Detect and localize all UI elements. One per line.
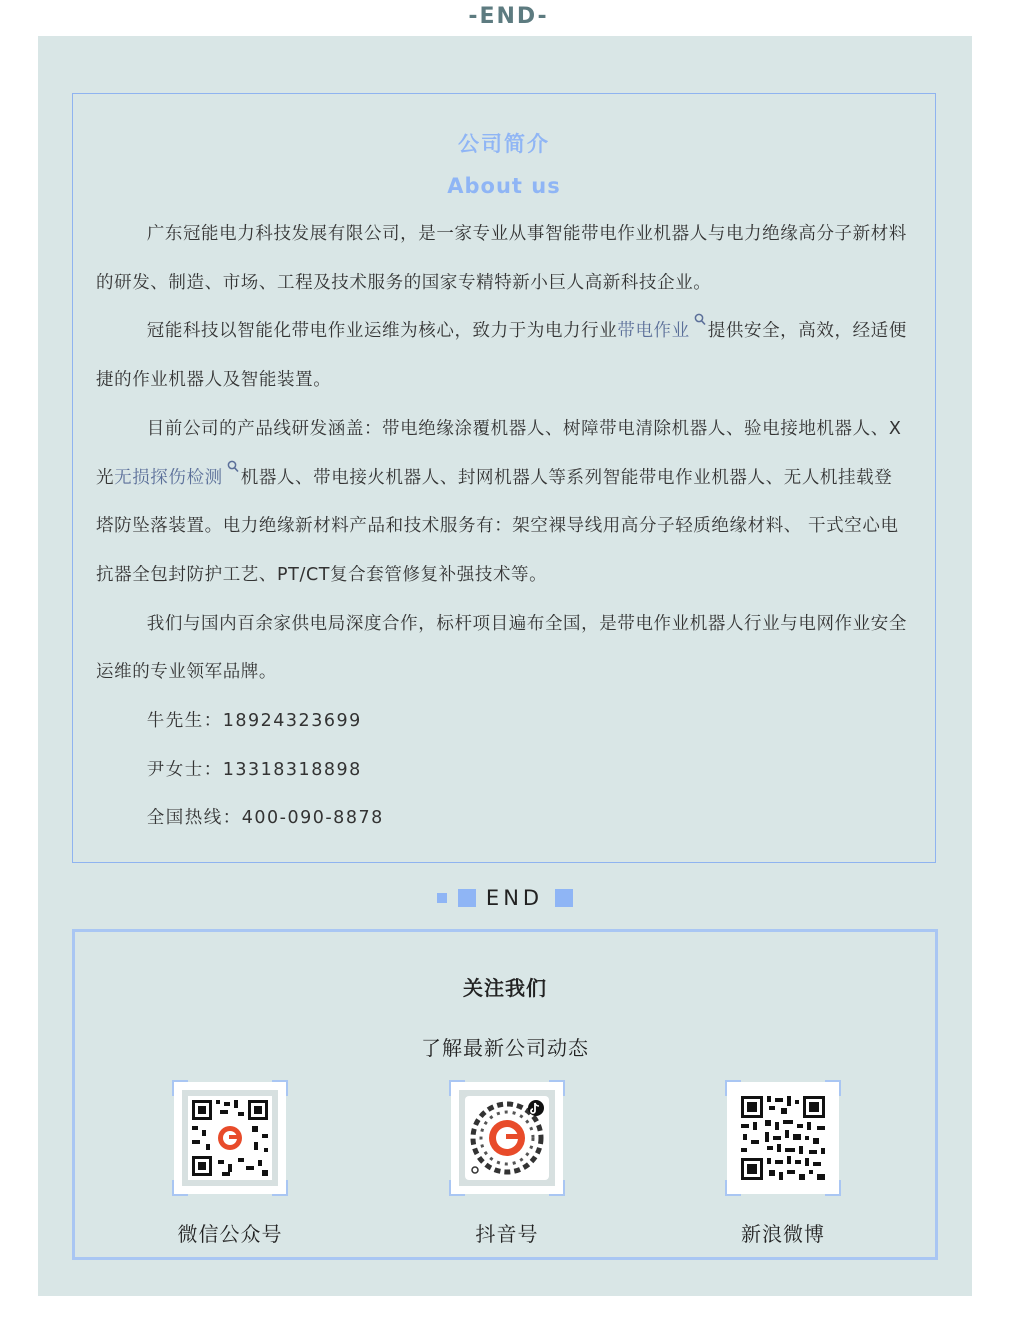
about-paragraph-intro: 广东冠能电力科技发展有限公司，是一家专业从事智能带电作业机器人与电力绝缘高分子新材料的研发、制造、市场、工程及技术服务的国家专精特新小巨人高新科技企业。 — [96, 224, 907, 293]
search-icon[interactable] — [227, 460, 239, 474]
about-paragraph-products — [96, 405, 908, 600]
contact-ms-yin: 尹女士：13318318898 — [146, 759, 362, 780]
keyword-link-live-working[interactable]: 带电作业 — [617, 321, 690, 342]
contact-hotline: 全国热线：400-090-8878 — [146, 808, 384, 829]
follow-title: 关注我们 — [463, 976, 547, 1000]
top-end-heading: -END- — [468, 4, 549, 29]
wechat-qr-code-icon[interactable] — [182, 1090, 278, 1186]
weibo-qr-frame — [727, 1082, 839, 1194]
end-divider-label: END — [485, 886, 544, 910]
about-section — [72, 93, 936, 863]
content-panel — [38, 36, 972, 1296]
follow-label-douyin: 抖音号 — [475, 1222, 539, 1246]
douyin-qr-frame — [451, 1082, 563, 1194]
follow-label-weibo: 新浪微博 — [741, 1222, 825, 1246]
about-title-cn: 公司简介 — [458, 132, 550, 156]
about-paragraph-mission-text-2: 提供安全，高效，经适便捷的作业机器人及智能装置。 — [96, 321, 907, 391]
follow-label-wechat: 微信公众号 — [177, 1222, 283, 1246]
about-title-en: About us — [447, 174, 561, 198]
follow-section — [72, 929, 938, 1260]
divider-square-small — [437, 893, 447, 903]
divider-square-left — [458, 889, 476, 907]
keyword-link-ndt[interactable]: 无损探伤检测 — [114, 467, 223, 488]
about-paragraph-mission-text-1: 冠能科技以智能化带电作业运维为核心，致力于为电力行业 — [146, 321, 618, 342]
about-paragraph-products-text-1: 目前公司的产品线研发涵盖：带电绝缘涂覆机器人、树障带电清除机器人、验电接地机器人、X光 — [96, 418, 902, 488]
divider-square-right — [555, 889, 573, 907]
about-paragraph-partners: 我们与国内百余家供电局深度合作，标杆项目遍布全国，是带电作业机器人行业与电网作业安全运维的专业领军品牌。 — [96, 613, 907, 683]
douyin-qr-code-icon[interactable] — [459, 1090, 555, 1186]
follow-item-weibo[interactable] — [723, 1082, 843, 1247]
end-divider — [38, 884, 972, 912]
about-body — [96, 210, 908, 843]
about-paragraph-mission — [96, 307, 908, 404]
weibo-qr-code-icon[interactable] — [735, 1090, 831, 1186]
search-icon[interactable] — [694, 313, 706, 327]
contact-mr-niu: 牛先生：18924323699 — [146, 711, 362, 732]
follow-subtitle: 了解最新公司动态 — [421, 1036, 589, 1060]
wechat-qr-frame — [174, 1082, 286, 1194]
about-paragraph-products-text-2: 机器人、带电接火机器人、封网机器人等系列智能带电作业机器人、无人机挂载登塔防坠落装置。电力绝缘新材料产品和技术服务有：架空裸导线用高分子轻质绝缘材料、 干式空心电抗器全包封防护工艺、PT/CT复合套管修复补强技术等。 — [96, 467, 899, 585]
follow-item-douyin[interactable] — [447, 1082, 567, 1247]
follow-item-wechat[interactable] — [170, 1082, 290, 1247]
